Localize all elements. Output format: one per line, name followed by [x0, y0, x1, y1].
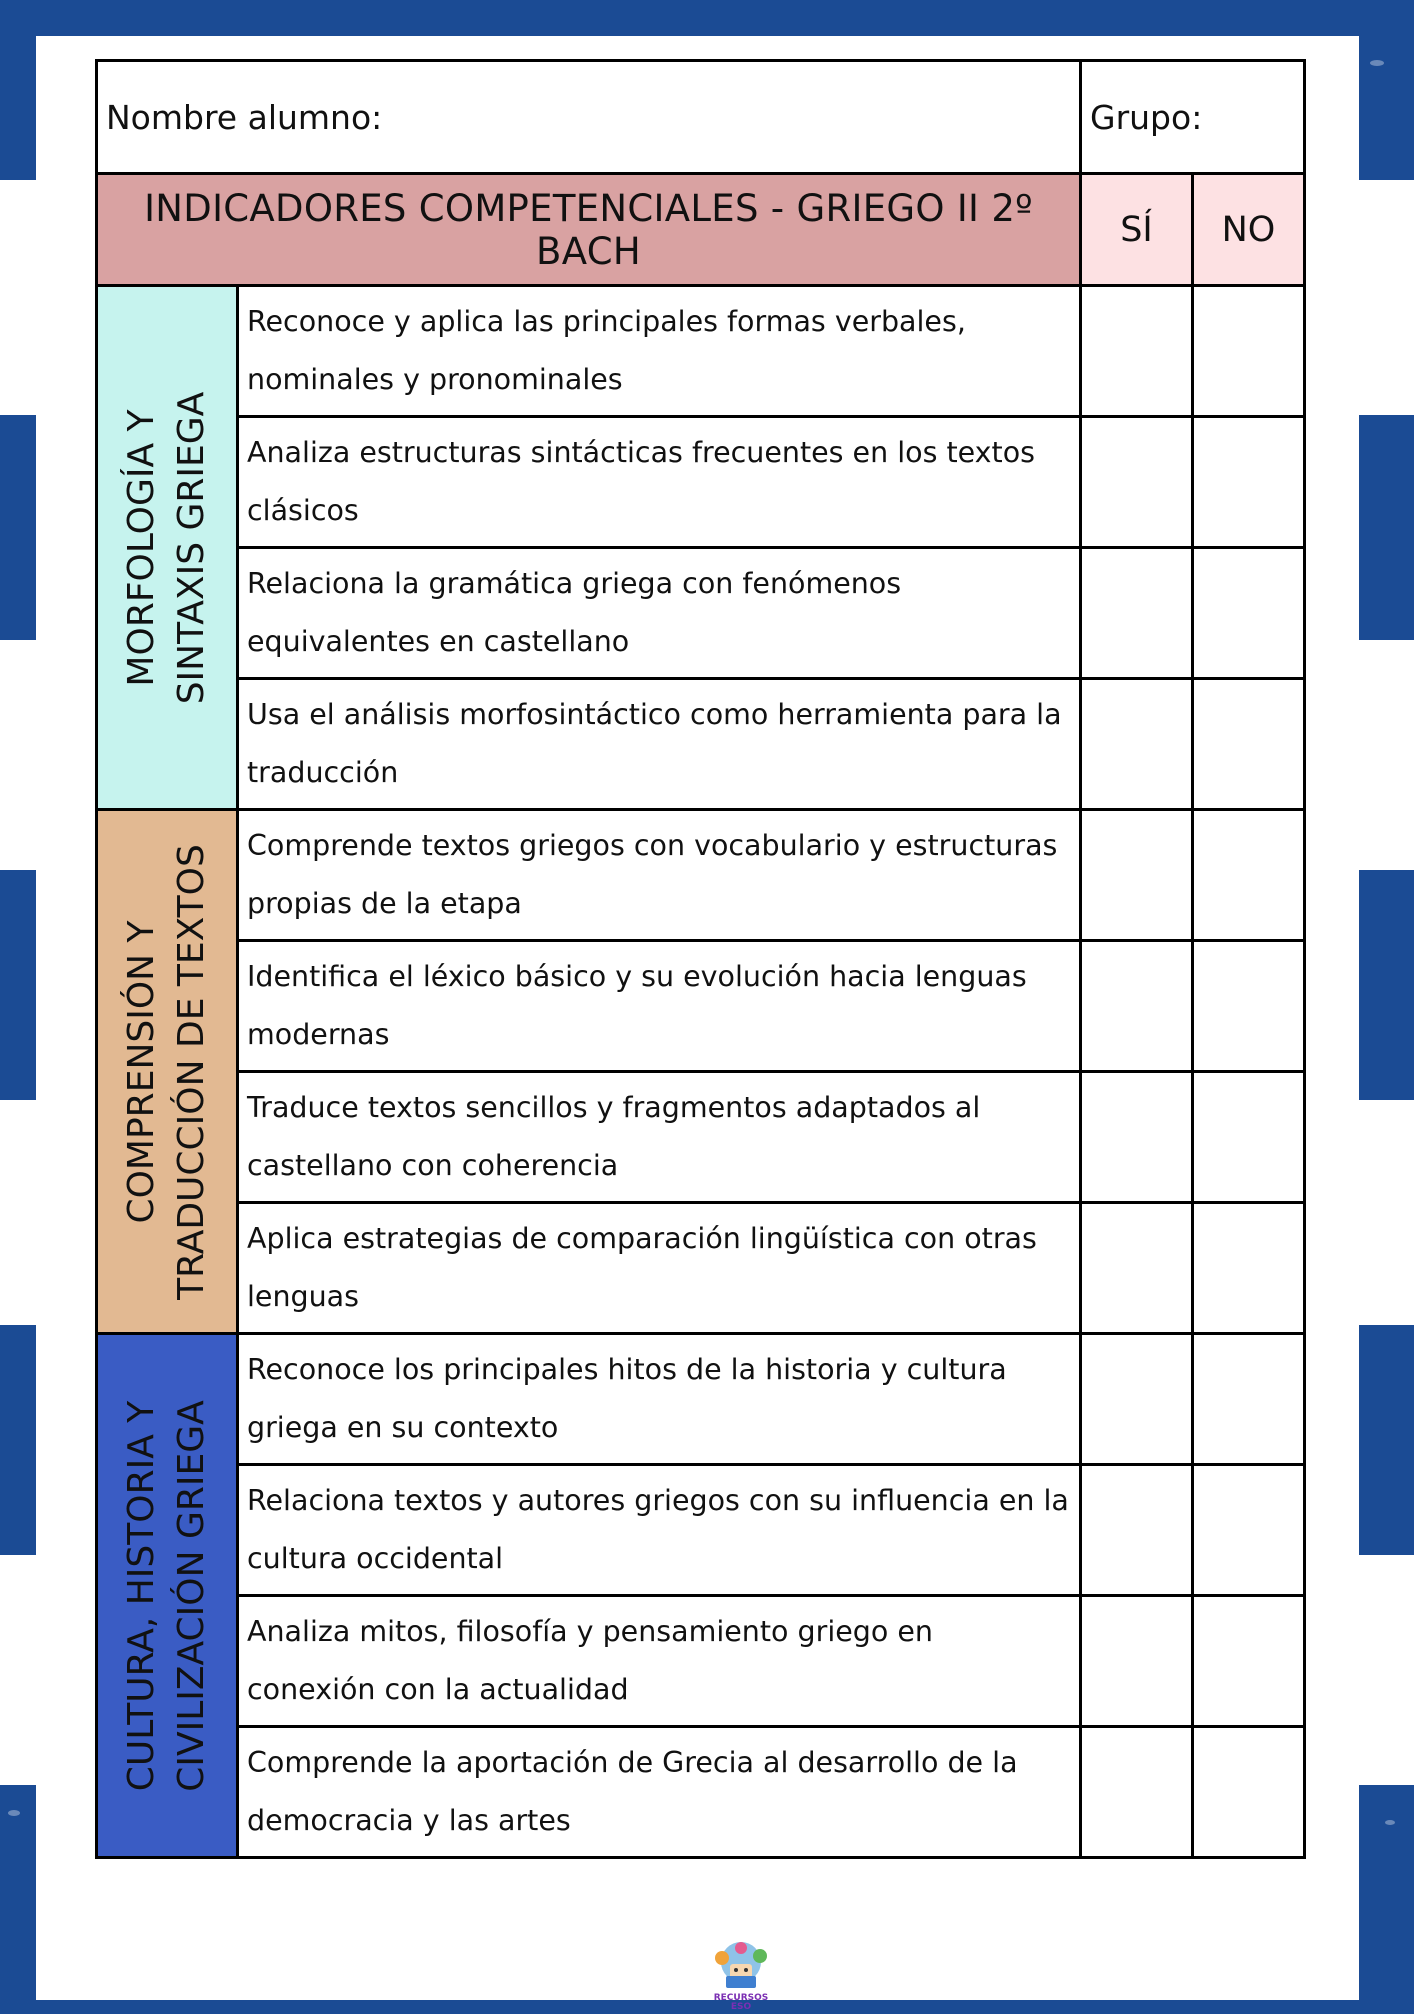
indicator-row [97, 1334, 1305, 1465]
group-label: Grupo: [1090, 97, 1203, 137]
indicator-row [97, 286, 1305, 417]
yes-checkbox-cell[interactable] [1081, 1203, 1193, 1334]
category-label [117, 391, 217, 704]
no-checkbox-cell[interactable] [1193, 1203, 1305, 1334]
yes-checkbox-cell[interactable] [1081, 417, 1193, 548]
indicators-table [95, 59, 1306, 1859]
logo-icon [706, 1940, 776, 1994]
category-label-line: CULTURA, HISTORIA Y [121, 1400, 162, 1791]
yes-checkbox-cell[interactable] [1081, 1334, 1193, 1465]
indicator-row [97, 1465, 1305, 1596]
no-checkbox-cell[interactable] [1193, 286, 1305, 417]
yes-checkbox-cell[interactable] [1081, 1727, 1193, 1858]
no-checkbox-cell[interactable] [1193, 548, 1305, 679]
yes-column-header: SÍ [1081, 174, 1193, 286]
indicator-row [97, 941, 1305, 1072]
category-label [117, 844, 217, 1300]
indicator-row [97, 1596, 1305, 1727]
yes-checkbox-cell[interactable] [1081, 1465, 1193, 1596]
yes-checkbox-cell[interactable] [1081, 810, 1193, 941]
no-checkbox-cell[interactable] [1193, 1072, 1305, 1203]
category-label-cell [97, 810, 238, 1334]
no-checkbox-cell[interactable] [1193, 417, 1305, 548]
yes-checkbox-cell[interactable] [1081, 286, 1193, 417]
category-label-line: CIVILIZACIÓN GRIEGA [171, 1399, 212, 1792]
indicator-text: Identifica el léxico básico y su evolución hacia lenguas modernas [238, 941, 1081, 1072]
no-column-header: NO [1193, 174, 1305, 286]
logo-text: RECURSOS ESO [713, 1993, 769, 2012]
yes-checkbox-cell[interactable] [1081, 941, 1193, 1072]
indicator-text: Analiza mitos, filosofía y pensamiento griego en conexión con la actualidad [238, 1596, 1081, 1727]
indicator-text: Traduce textos sencillos y fragmentos adaptados al castellano con coherencia [238, 1072, 1081, 1203]
indicator-row [97, 679, 1305, 810]
indicator-row [97, 1203, 1305, 1334]
no-checkbox-cell[interactable] [1193, 1334, 1305, 1465]
category-label-line: TRADUCCIÓN DE TEXTOS [171, 843, 212, 1300]
category-label [117, 1400, 217, 1792]
indicator-text: Aplica estrategias de comparación lingüística con otras lenguas [238, 1203, 1081, 1334]
category-label-line: COMPRENSIÓN Y [121, 919, 162, 1224]
student-name-field[interactable] [97, 61, 1081, 174]
table-title: INDICADORES COMPETENCIALES - GRIEGO II 2º BACH [97, 174, 1081, 286]
no-checkbox-cell[interactable] [1193, 1596, 1305, 1727]
category-label-line: MORFOLOGÍA Y [121, 408, 162, 687]
yes-checkbox-cell[interactable] [1081, 1596, 1193, 1727]
category-label-cell [97, 1334, 238, 1858]
indicator-row [97, 810, 1305, 941]
background-speck [1385, 1820, 1395, 1825]
no-checkbox-cell[interactable] [1193, 1465, 1305, 1596]
indicator-row [97, 1072, 1305, 1203]
indicator-text: Comprende la aportación de Grecia al desarrollo de la democracia y las artes [238, 1727, 1081, 1858]
group-field[interactable] [1081, 61, 1305, 174]
indicator-text: Analiza estructuras sintácticas frecuentes en los textos clásicos [238, 417, 1081, 548]
category-label-cell [97, 286, 238, 810]
yes-checkbox-cell[interactable] [1081, 548, 1193, 679]
indicator-row [97, 1727, 1305, 1858]
no-checkbox-cell[interactable] [1193, 941, 1305, 1072]
student-name-label: Nombre alumno: [106, 97, 383, 137]
indicator-row [97, 417, 1305, 548]
category-label-line: SINTAXIS GRIEGA [171, 391, 212, 704]
recursos-eso-logo [706, 1940, 776, 2014]
header-row [97, 174, 1305, 286]
indicator-text: Reconoce los principales hitos de la historia y cultura griega en su contexto [238, 1334, 1081, 1465]
no-checkbox-cell[interactable] [1193, 810, 1305, 941]
no-checkbox-cell[interactable] [1193, 1727, 1305, 1858]
indicator-text: Reconoce y aplica las principales formas verbales, nominales y pronominales [238, 286, 1081, 417]
yes-checkbox-cell[interactable] [1081, 679, 1193, 810]
student-info-row [97, 61, 1305, 174]
indicator-text: Usa el análisis morfosintáctico como herramienta para la traducción [238, 679, 1081, 810]
no-checkbox-cell[interactable] [1193, 679, 1305, 810]
background-speck [8, 1810, 20, 1816]
background-speck [1370, 60, 1384, 66]
indicator-text: Relaciona textos y autores griegos con su influencia en la cultura occidental [238, 1465, 1081, 1596]
indicator-row [97, 548, 1305, 679]
worksheet [36, 36, 1359, 2012]
yes-checkbox-cell[interactable] [1081, 1072, 1193, 1203]
indicator-text: Relaciona la gramática griega con fenómenos equivalentes en castellano [238, 548, 1081, 679]
indicator-text: Comprende textos griegos con vocabulario y estructuras propias de la etapa [238, 810, 1081, 941]
